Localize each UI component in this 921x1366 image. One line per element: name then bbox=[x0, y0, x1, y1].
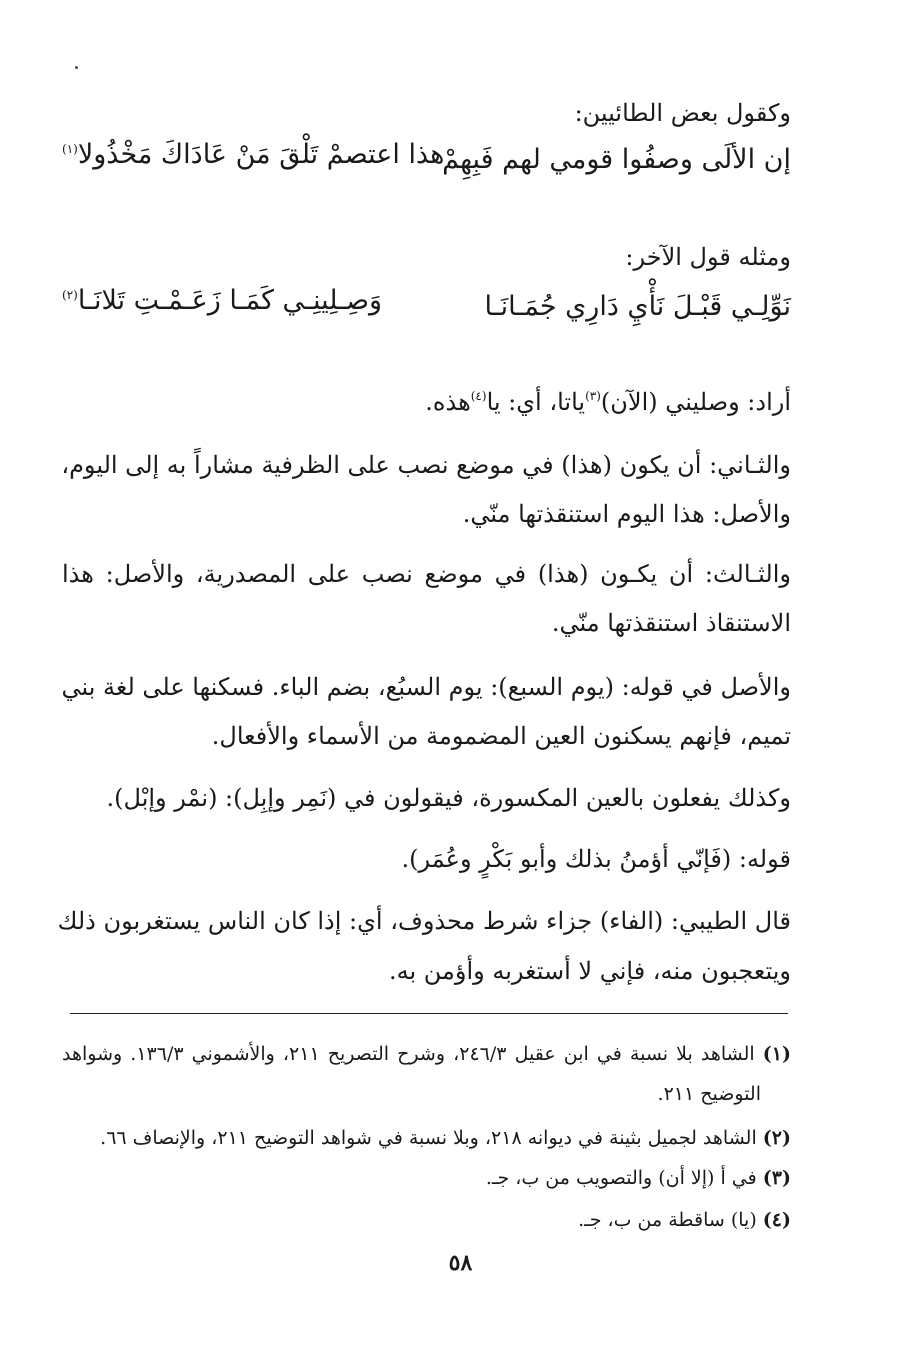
footnote-1-line-1 bbox=[62, 1040, 791, 1068]
intro-line-2: ومثله قول الآخر: bbox=[625, 243, 791, 271]
footnote-2-number: (٢) bbox=[762, 1127, 791, 1149]
verse-1-second-hemistich bbox=[62, 138, 444, 172]
footnote-2 bbox=[100, 1124, 791, 1152]
footnote-4-number: (٤) bbox=[762, 1209, 791, 1231]
speck-mark bbox=[75, 66, 78, 69]
footnote-1-line-2: التوضيح ٢١١. bbox=[657, 1083, 761, 1105]
footnote-4-text: (يا) ساقطة من ب، جـ. bbox=[578, 1209, 757, 1231]
paragraph-second-line-2: والأصل: هذا اليوم استنقذتها منّي. bbox=[462, 500, 791, 528]
paragraph-second-line-1: والثـاني: أن يكون (هذا) في موضع نصب على الظرفية مشاراً به إلى اليوم، bbox=[61, 451, 791, 479]
footnote-3-number: (٣) bbox=[762, 1167, 791, 1189]
footnote-ref-4: (٤) bbox=[470, 389, 487, 403]
paragraph-murad bbox=[425, 385, 791, 419]
footnote-separator bbox=[70, 1013, 788, 1014]
intro-line-1: وكقول بعض الطائيين: bbox=[574, 99, 791, 127]
paragraph-kadhalik: وكذلك يفعلون بالعين المكسورة، فيقولون في (نَمِر وإبِل): (نمْر وإبْل). bbox=[106, 784, 791, 812]
footnote-ref-2: (٢) bbox=[62, 288, 78, 302]
murad-text-c: هذه. bbox=[425, 388, 471, 416]
verse-2-second-hemistich bbox=[62, 284, 382, 318]
paragraph-third-line-1: والثـالث: أن يكـون (هذا) في موضع نصب على المصدرية، والأصل: هذا bbox=[62, 560, 791, 588]
footnote-ref-3: (٣) bbox=[585, 389, 601, 403]
footnote-3 bbox=[486, 1164, 791, 1192]
verse-2-first-hemistich: نَوِّلِـي قَبْـلَ نَأْيِ دَارِي جُمَـانَـا bbox=[484, 291, 791, 322]
paragraph-tibi-line-1: قال الطيبي: (الفاء) جزاء شرط محذوف، أي: إذا كان الناس يستغربون ذلك bbox=[57, 907, 791, 935]
paragraph-qawluh: قوله: (فَإنّي أؤمنُ بذلك وأبو بَكْرٍ وعُمَر). bbox=[401, 845, 791, 873]
paragraph-third-line-2: الاستنقاذ استنقذتها منّي. bbox=[551, 609, 791, 637]
footnote-1-text: الشاهد بلا نسبة في ابن عقيل ٢٤٦/٣، وشرح التصريح ٢١١، والأشموني ١٣٦/٣. وشواهد bbox=[62, 1043, 755, 1065]
verse-2-second-text: وَصِـلِينِـي كَمَـا زَعَـمْـتِ تَلانَـا bbox=[77, 285, 383, 316]
murad-text-b: ياتا، أي: يا bbox=[486, 388, 586, 416]
paragraph-asl-line-1: والأصل في قوله: (يوم السبع): يوم السبُع، بضم الباء. فسكنها على لغة بني bbox=[61, 673, 791, 701]
footnote-4 bbox=[578, 1206, 791, 1234]
paragraph-tibi-line-2: ويتعجبون منه، فإني لا أستغربه وأؤمن به. bbox=[388, 957, 791, 985]
footnote-ref-1: (١) bbox=[62, 142, 78, 156]
paragraph-asl-line-2: تميم، فإنهم يسكنون العين المضمومة من الأسماء والأفعال. bbox=[211, 722, 791, 750]
verse-1-first-hemistich: إن الألَى وصفُوا قومي لهم فَبِهِمْ bbox=[442, 144, 791, 175]
murad-text-a: أراد: وصليني (الآن) bbox=[600, 388, 791, 416]
verse-1-second-text: هذا اعتصمْ تَلْقَ مَنْ عَادَاكَ مَخْذُولا bbox=[77, 139, 445, 170]
page-number: ٥٨ bbox=[448, 1250, 473, 1276]
footnote-2-text: الشاهد لجميل بثينة في ديوانه ٢١٨، وبلا نسبة في شواهد التوضيح ٢١١، والإنصاف ٦٦. bbox=[100, 1127, 757, 1149]
footnote-3-text: في أ (إلا أن) والتصويب من ب، جـ. bbox=[485, 1167, 757, 1189]
footnote-1-number: (١) bbox=[762, 1043, 791, 1065]
